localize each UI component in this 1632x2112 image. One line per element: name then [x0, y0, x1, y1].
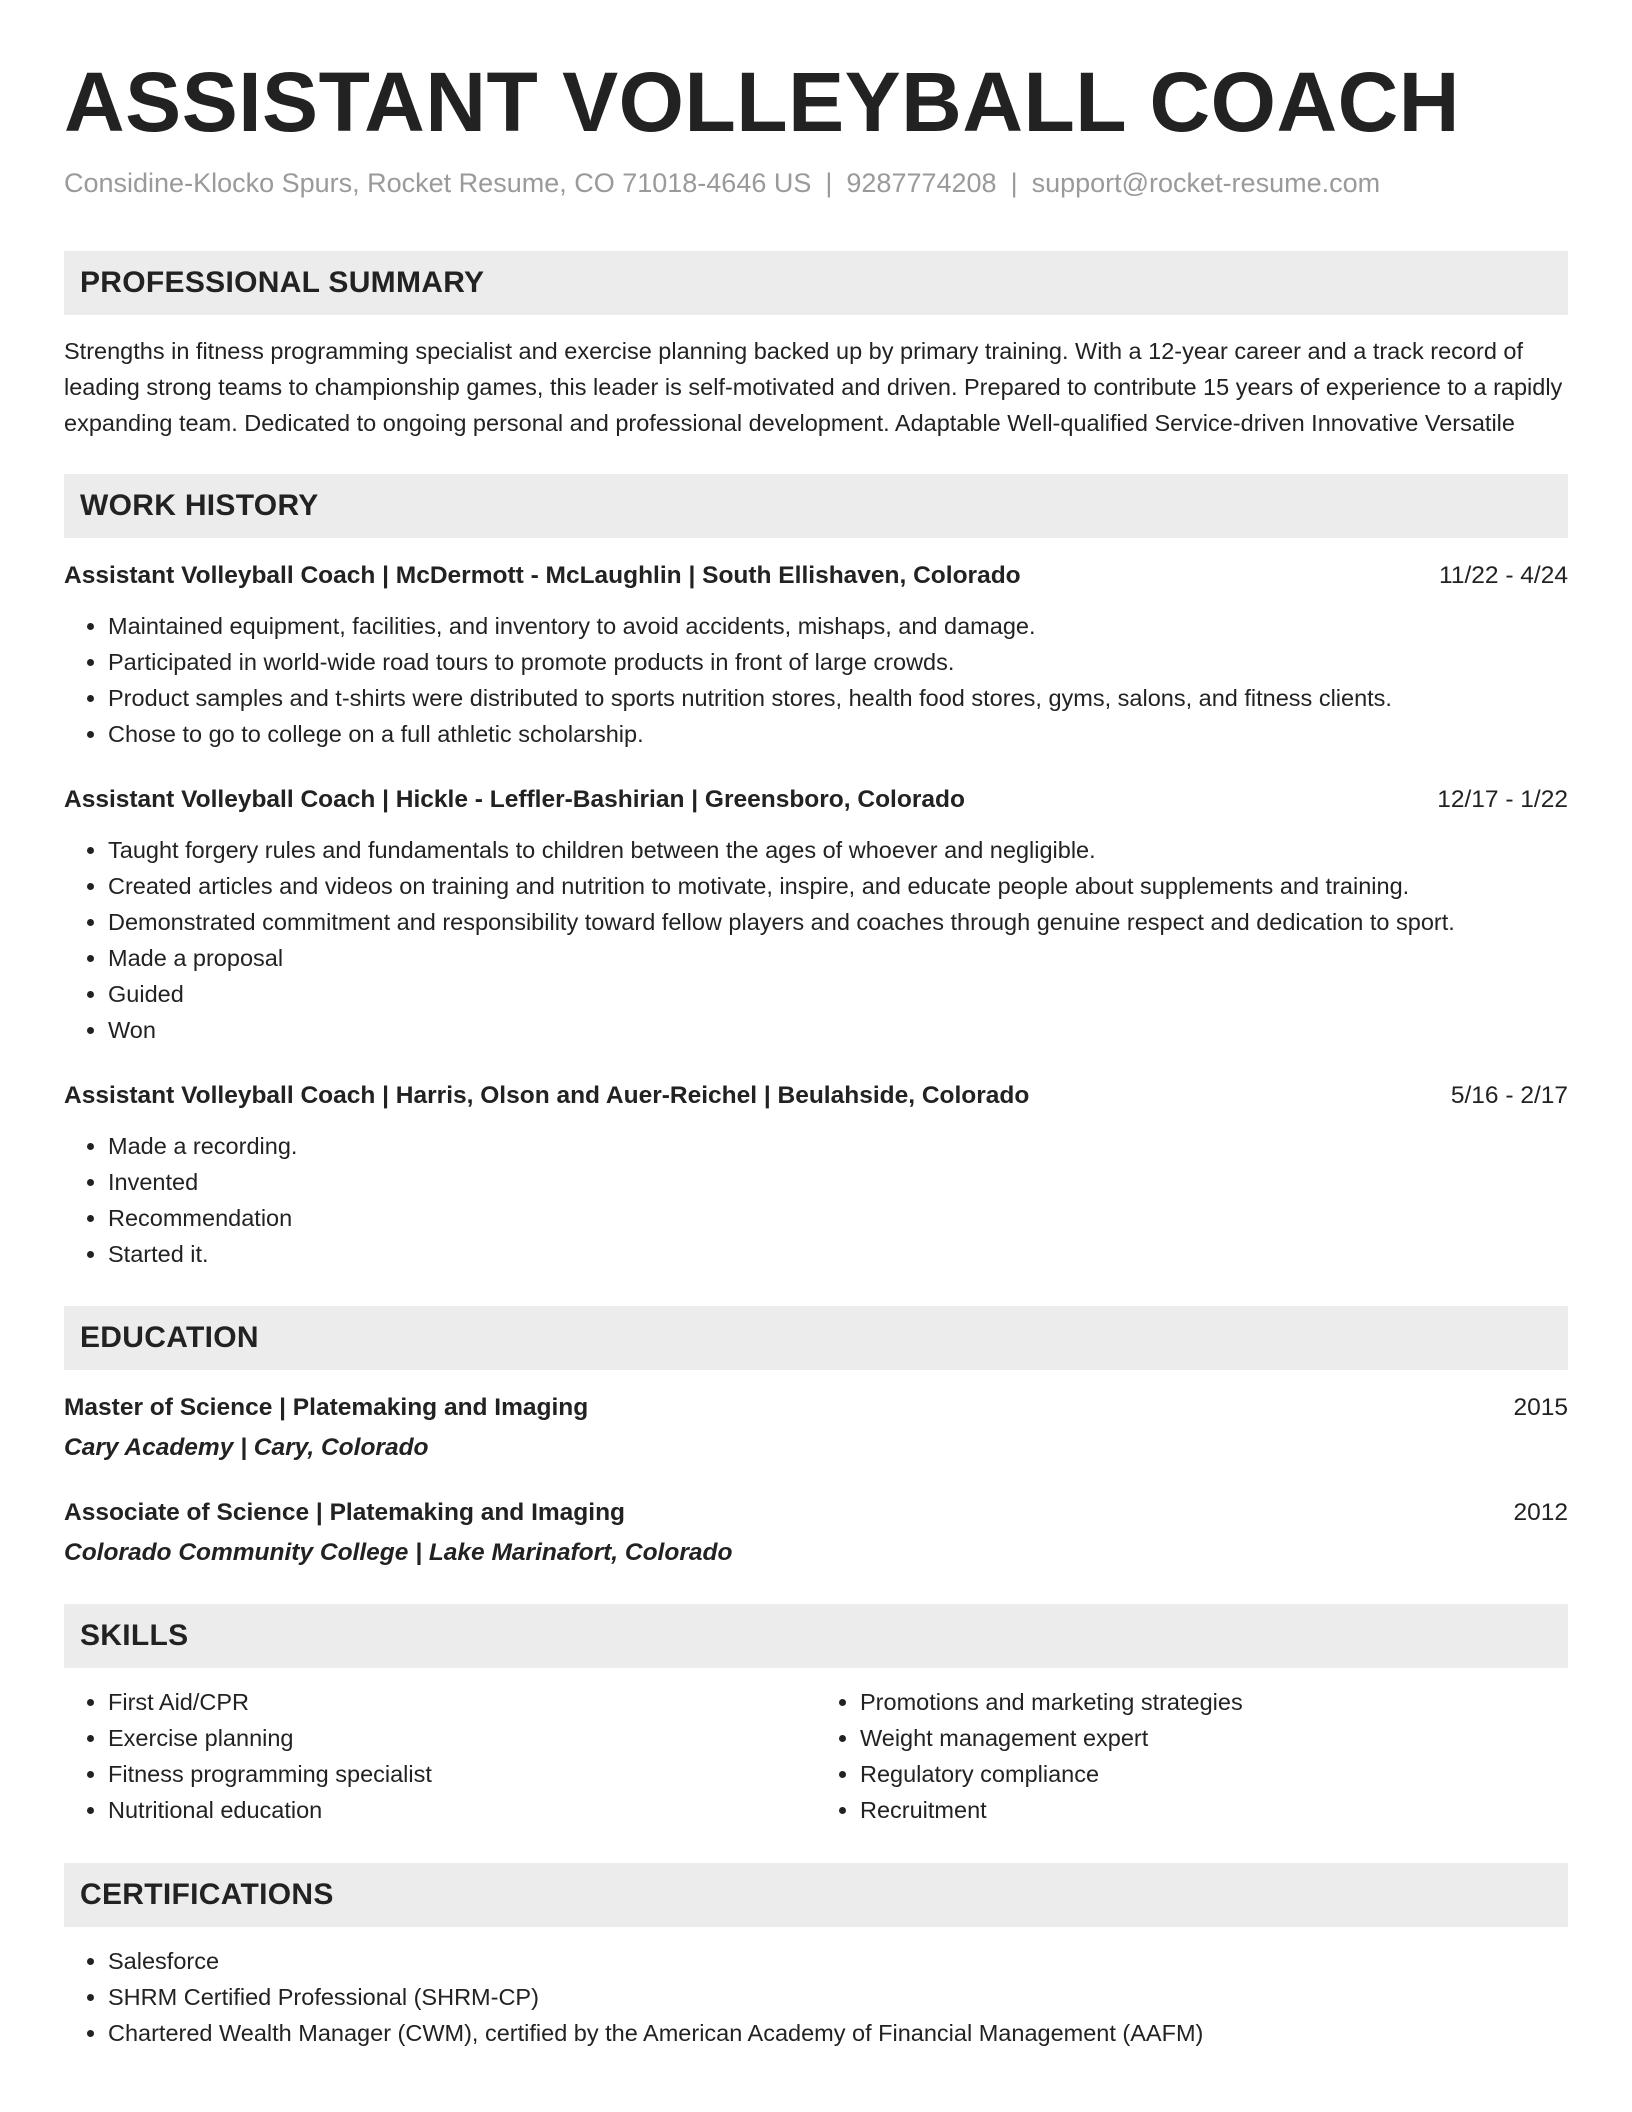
job-bullet: • Created articles and videos on training and nutrition to motivate, inspire, and educate people about supplements and training.: [108, 868, 1568, 904]
contact-email[interactable]: support@rocket-resume.com: [1031, 168, 1381, 198]
job-bullet: • Product samples and t-shirts were distributed to sports nutrition stores, health food stores, gyms, salons, and fitness clients.: [108, 680, 1568, 716]
education-heading: EDUCATION: [64, 1306, 1568, 1370]
resume-title: ASSISTANT VOLLEYBALL COACH: [64, 55, 1460, 149]
job-bullet: • Won: [108, 1012, 1568, 1048]
job-bullets: [64, 1128, 1568, 1272]
job-title: Assistant Volleyball Coach | McDermott - McLaughlin | South Ellishaven, Colorado: [64, 562, 1021, 589]
education-entry: [64, 1497, 1568, 1569]
skill-item: • Promotions and marketing strategies: [860, 1684, 1568, 1720]
certifications-heading: CERTIFICATIONS: [64, 1863, 1568, 1927]
contact-separator: |: [825, 168, 833, 198]
job-dates: 11/22 - 4/24: [1439, 562, 1568, 589]
certification-item: • Chartered Wealth Manager (CWM), certified by the American Academy of Financial Management (AAFM): [108, 2015, 1568, 2051]
job-entry: [64, 1080, 1568, 1272]
skill-item: • Recruitment: [860, 1792, 1568, 1828]
job-bullets: [64, 608, 1568, 752]
contact-phone[interactable]: 9287774208: [846, 168, 997, 198]
job-bullet: • Guided: [108, 976, 1568, 1012]
education-school: Colorado Community College | Lake Marinafort, Colorado: [64, 1539, 733, 1566]
job-title: Assistant Volleyball Coach | Harris, Olson and Auer-Reichel | Beulahside, Colorado: [64, 1082, 1030, 1109]
education-degree: Master of Science | Platemaking and Imaging: [64, 1394, 589, 1421]
summary-text: Strengths in fitness programming specialist and exercise planning backed up by primary training. With a 12-year career and a track record of leading strong teams to championship games, this leader is self-motivated and driven. Prepared to contribute 15 years of experience to a rapidly expanding team. Dedicated to ongoing personal and professional development. Adaptable Well-qualified Service-driven Innovative Versatile: [64, 338, 1563, 436]
contact-address: Considine-Klocko Spurs, Rocket Resume, CO 71018-4646 US: [64, 168, 812, 198]
education-entry: [64, 1392, 1568, 1464]
job-entry: [64, 560, 1568, 752]
contact-line: [64, 168, 1568, 199]
education-year: 2015: [1513, 1394, 1568, 1421]
skill-item: • Exercise planning: [108, 1720, 816, 1756]
job-bullet: • Participated in world-wide road tours to promote products in front of large crowds.: [108, 644, 1568, 680]
job-bullets: [64, 832, 1568, 1048]
job-entry: [64, 784, 1568, 1048]
skill-item: • First Aid/CPR: [108, 1684, 816, 1720]
skills-heading: SKILLS: [64, 1604, 1568, 1668]
job-bullet: • Made a recording.: [108, 1128, 1568, 1164]
job-bullet: • Chose to go to college on a full athletic scholarship.: [108, 716, 1568, 752]
certifications-list: [64, 1943, 1568, 2051]
job-dates: 12/17 - 1/22: [1437, 786, 1568, 813]
job-bullet: • Demonstrated commitment and responsibility toward fellow players and coaches through genuine respect and dedication to sport.: [108, 904, 1568, 940]
skill-item: • Weight management expert: [860, 1720, 1568, 1756]
certification-item: • Salesforce: [108, 1943, 1568, 1979]
skill-item: • Nutritional education: [108, 1792, 816, 1828]
job-bullet: • Started it.: [108, 1236, 1568, 1272]
job-title: Assistant Volleyball Coach | Hickle - Leffler-Bashirian | Greensboro, Colorado: [64, 786, 965, 813]
certification-item: • SHRM Certified Professional (SHRM-CP): [108, 1979, 1568, 2015]
job-bullet: • Maintained equipment, facilities, and inventory to avoid accidents, mishaps, and damage.: [108, 608, 1568, 644]
job-bullet: • Invented: [108, 1164, 1568, 1200]
skill-item: • Fitness programming specialist: [108, 1756, 816, 1792]
summary-heading: PROFESSIONAL SUMMARY: [64, 251, 1568, 315]
skills-column-right: [816, 1684, 1568, 1828]
work-history-heading: WORK HISTORY: [64, 474, 1568, 538]
job-bullet: • Taught forgery rules and fundamentals to children between the ages of whoever and negligible.: [108, 832, 1568, 868]
education-degree: Associate of Science | Platemaking and Imaging: [64, 1499, 625, 1526]
skills-column-left: [64, 1684, 816, 1828]
job-bullet: • Made a proposal: [108, 940, 1568, 976]
education-school: Cary Academy | Cary, Colorado: [64, 1434, 429, 1461]
job-bullet: • Recommendation: [108, 1200, 1568, 1236]
contact-separator: |: [1010, 168, 1018, 198]
skill-item: • Regulatory compliance: [860, 1756, 1568, 1792]
education-year: 2012: [1513, 1499, 1568, 1526]
skills-list: [64, 1684, 1568, 1828]
job-dates: 5/16 - 2/17: [1450, 1082, 1568, 1109]
